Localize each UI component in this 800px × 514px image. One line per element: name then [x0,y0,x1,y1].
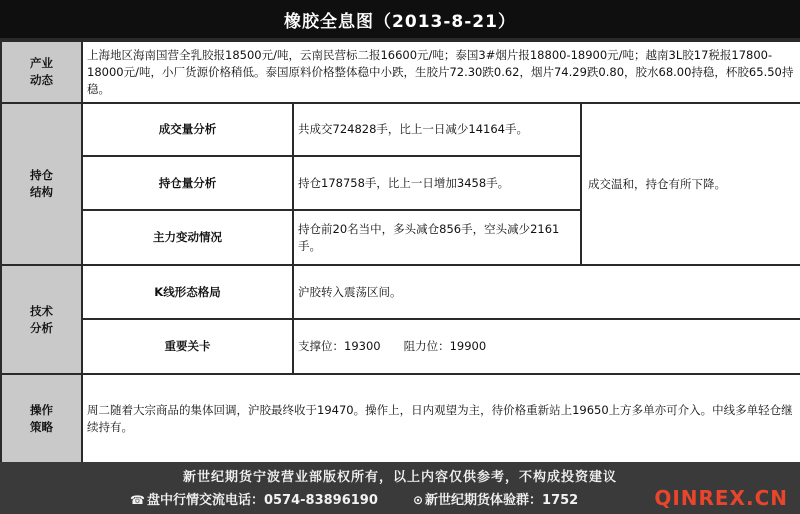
technical-item-text: 支撑位：19300 阻力位：19900 [293,319,800,374]
footer [0,462,800,514]
report-title: 橡胶全息图（2013-8-21） [284,11,516,32]
industry-category-label: 产业 动态 [1,41,82,103]
industry-text: 上海地区海南国营全乳胶报18500元/吨，云南民营标二报16600元/吨；泰国3#烟片报18800-18900元/吨；越南3L胶17税报17800-18000元/吨，小厂货源价格稍低。泰国原料价格整体稳中小跌，生胶片72.30跌0.62，烟片74.29跌0.80，胶水68.00持稳，杯胶65.50持稳。 [82,41,800,103]
position-item-label: 成交量分析 [82,103,293,156]
technical-item-label: K线形态格局 [82,265,293,319]
technical-item-label: 重要关卡 [82,319,293,374]
watermark: QINREX.CN [654,486,788,510]
contact-line [130,489,578,508]
position-item-text: 共成交724828手，比上一日减少14164手。 [293,103,581,156]
phone-text: 盘中行情交流电话：0574-83896190 [146,493,378,508]
position-category-label: 持仓 结构 [1,103,82,265]
account-text: 新世纪期货体验群：1752 [425,493,579,508]
position-row-volume [1,103,800,156]
telephone-icon: ☎ [130,493,145,507]
technical-item-text: 沪胶转入震荡区间。 [293,265,800,319]
technical-category-label: 技术 分析 [1,265,82,374]
position-item-text: 持仓前20名当中，多头减仓856手，空头减少2161手。 [293,210,581,265]
position-item-label: 主力变动情况 [82,210,293,265]
strategy-row [1,374,800,463]
title-bar [0,0,800,40]
copyright-notice: 新世纪期货宁波营业部版权所有，以上内容仅供参考，不构成投资建议 [182,470,617,485]
position-summary: 成交温和，持仓有所下降。 [581,103,800,265]
industry-row [1,41,800,103]
technical-row-kline [1,265,800,319]
circled-dot-icon: ⊙ [412,493,424,507]
strategy-text: 周二随着大宗商品的集体回调，沪胶最终收于19470。操作上，日内观望为主，待价格重新站上19650上方多单亦可介入。中线多单轻仓继续持有。 [82,374,800,463]
position-item-label: 持仓量分析 [82,156,293,210]
technical-row-levels [1,319,800,374]
strategy-category-label: 操作 策略 [1,374,82,463]
report-table [0,40,800,464]
position-item-text: 持仓178758手，比上一日增加3458手。 [293,156,581,210]
